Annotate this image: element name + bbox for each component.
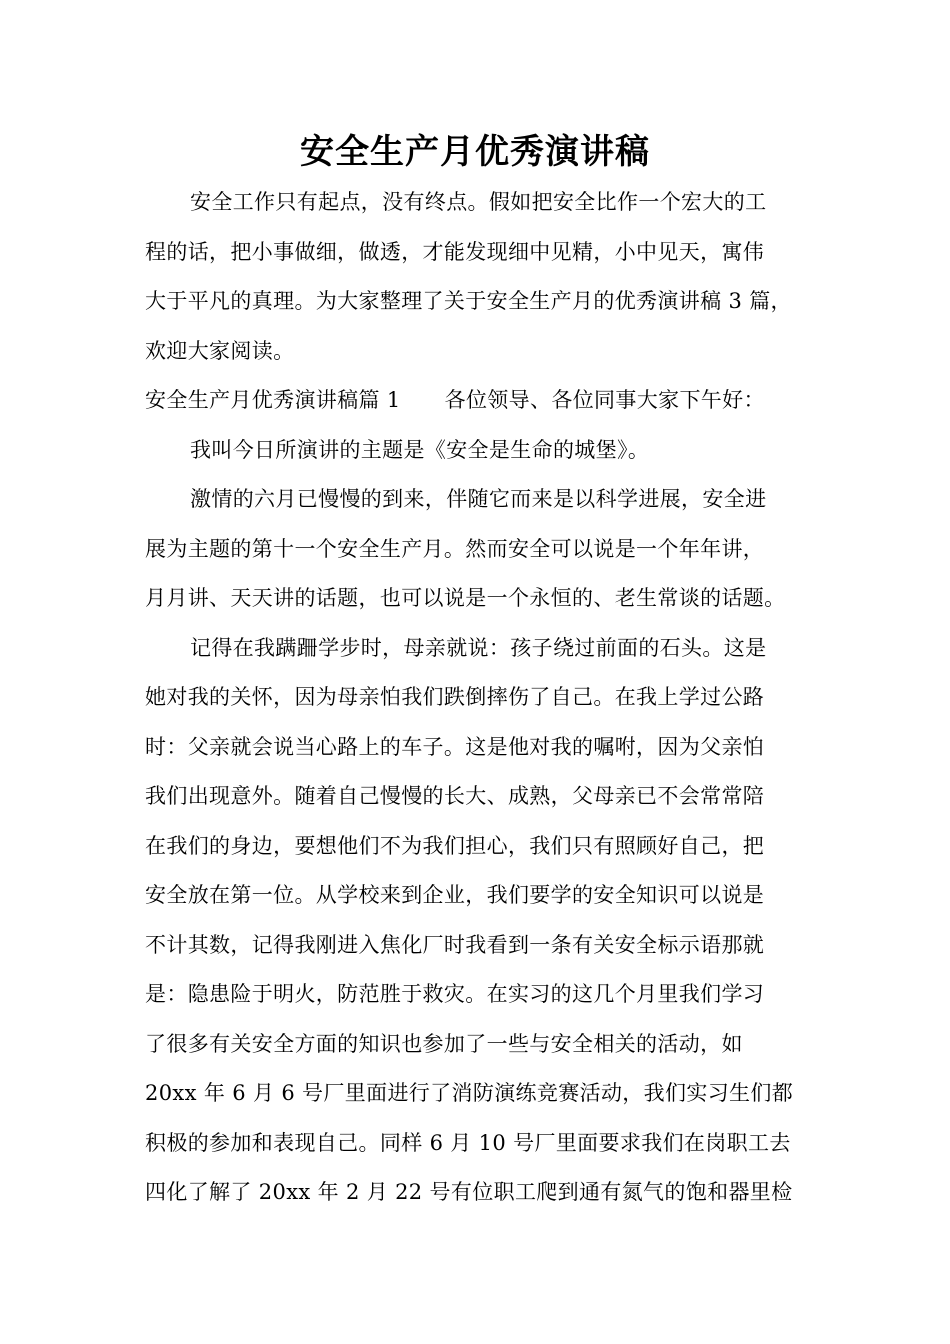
text-line: 20xx 年 6 月 6 号厂里面进行了消防演练竞赛活动，我们实习生们都 [145, 1081, 794, 1105]
text-line: 安全工作只有起点，没有终点。假如把安全比作一个宏大的工 [190, 190, 767, 214]
text-line: 她对我的关怀，因为母亲怕我们跌倒摔伤了自己。在我上学过公路 [145, 685, 765, 709]
section-heading: 安全生产月优秀演讲稿篇 1 [145, 388, 401, 412]
text-line: 积极的参加和表现自己。同样 6 月 10 号厂里面要求我们在岗职工去 [145, 1130, 791, 1155]
text-line: 了很多有关安全方面的知识也参加了一些与安全相关的活动，如 [145, 1031, 743, 1056]
text-line: 不计其数，记得我刚进入焦化厂时我看到一条有关安全标示语那就 [145, 932, 765, 957]
text-line: 时：父亲就会说当心路上的车子。这是他对我的嘱咐，因为父亲怕 [145, 734, 765, 759]
text-line: 月月讲、天天讲的话题，也可以说是一个永恒的、老生常谈的话题。 [145, 586, 786, 610]
text-line: 四化了解了 20xx 年 2 月 22 号有位职工爬到通有氮气的饱和器里检 [145, 1180, 793, 1204]
text-line: 我们出现意外。随着自己慢慢的长大、成熟，父母亲已不会常常陪 [145, 784, 765, 808]
text-line: 在我们的身边，要想他们不为我们担心，我们只有照顾好自己，把 [145, 833, 765, 858]
text-line: 欢迎大家阅读。 [145, 338, 295, 363]
greeting: 各位领导、各位同事大家下午好： [444, 388, 765, 412]
section-heading-line [145, 376, 817, 426]
text-line: 是：隐患险于明火，防范胜于救灾。在实习的这几个月里我们学习 [145, 982, 765, 1006]
text-line: 记得在我蹒跚学步时，母亲就说：孩子绕过前面的石头。这是 [190, 635, 767, 660]
document-body [145, 178, 817, 1218]
text-line: 程的话，把小事做细，做透，才能发现细中见精，小中见天，寓伟 [145, 239, 765, 264]
text-line: 大于平凡的真理。为大家整理了关于安全生产月的优秀演讲稿 3 篇， [145, 289, 792, 313]
text-line: 激情的六月已慢慢的到来，伴随它而来是以科学进展，安全进 [190, 487, 767, 511]
document-title: 安全生产月优秀演讲稿 [300, 132, 650, 172]
text-line: 我叫今日所演讲的主题是《安全是生命的城堡》。 [190, 437, 650, 462]
text-line: 安全放在第一位。从学校来到企业，我们要学的安全知识可以说是 [145, 883, 765, 907]
text-line: 展为主题的第十一个安全生产月。然而安全可以说是一个年年讲， [145, 536, 765, 561]
